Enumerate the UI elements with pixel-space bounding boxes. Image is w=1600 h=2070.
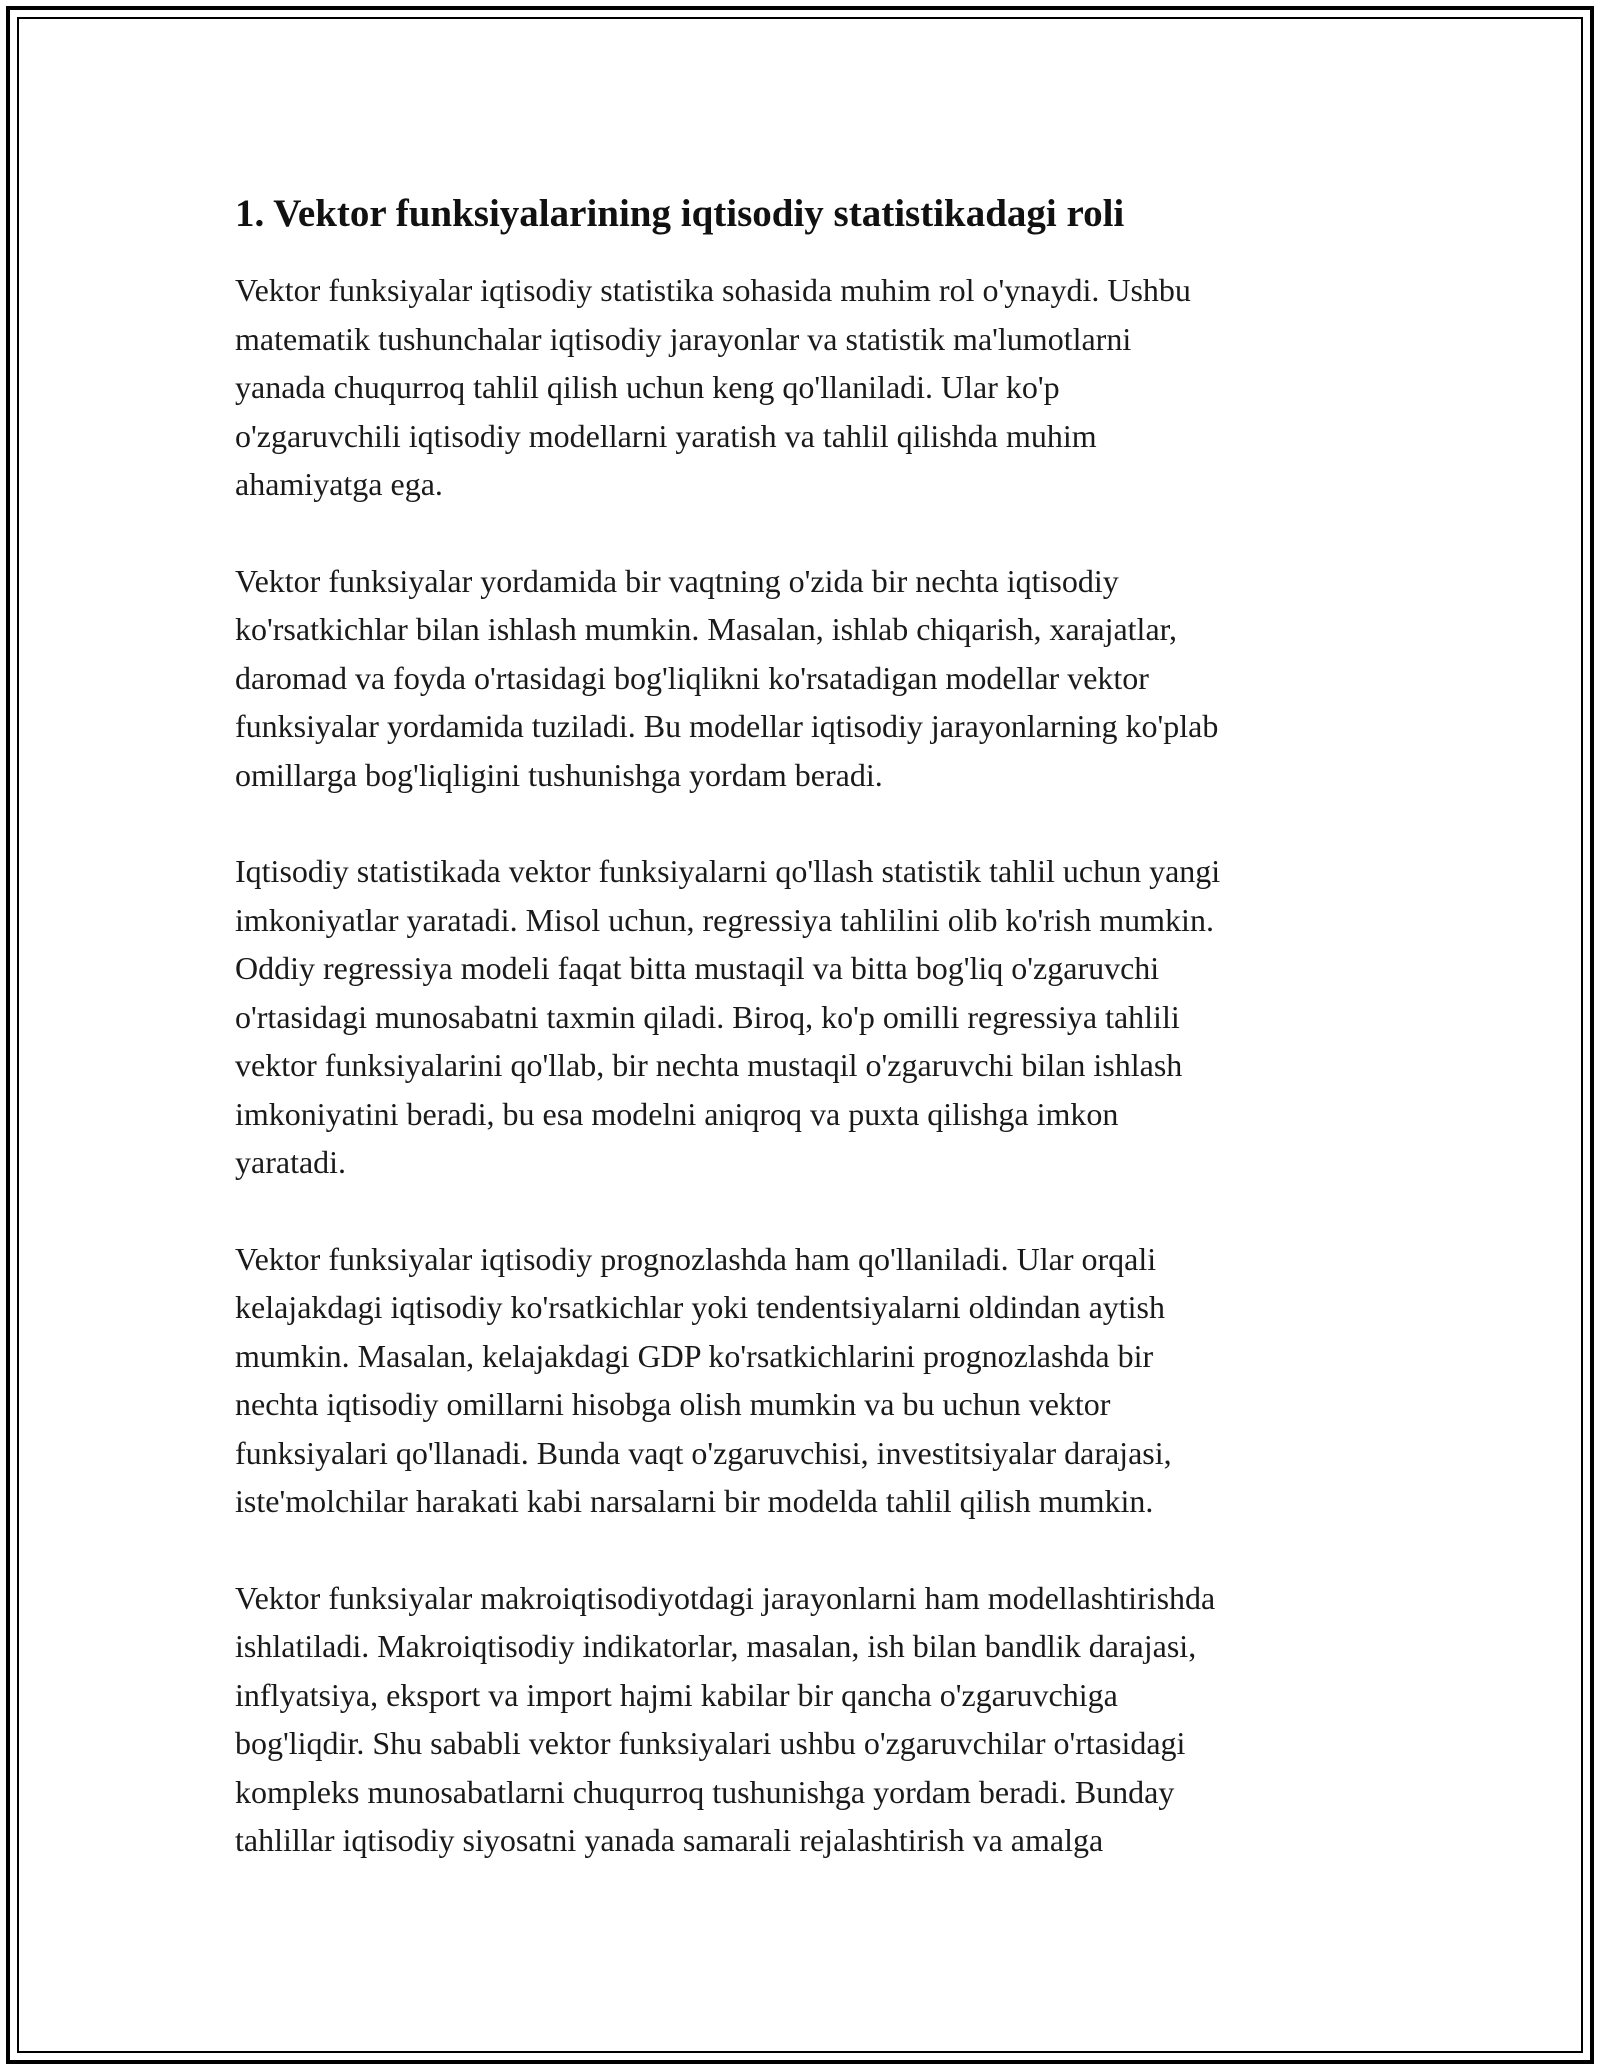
document-body bbox=[235, 186, 1385, 1913]
paragraph-line: kompleks munosabatlarni chuqurroq tushunishga yordam beradi. Bunday bbox=[235, 1773, 1175, 1810]
paragraph-line: o'zgaruvchili iqtisodiy modellarni yaratish va tahlil qilishda muhim bbox=[235, 417, 1097, 454]
paragraph-line: iste'molchilar harakati kabi narsalarni bir modelda tahlil qilish mumkin. bbox=[235, 1483, 1154, 1519]
paragraph-line: inflyatsiya, eksport va import hajmi kabilar bir qancha o'zgaruvchiga bbox=[235, 1676, 1118, 1713]
paragraph bbox=[235, 557, 1385, 800]
paragraph-line: Oddiy regressiya modeli faqat bitta mustaqil va bitta bog'liq o'zgaruvchi bbox=[235, 950, 1160, 986]
paragraph-line: Iqtisodiy statistikada vektor funksiyalarni qo'llash statistik tahlil uchun yangi bbox=[235, 853, 1221, 889]
paragraph-line: imkoniyatlar yaratadi. Misol uchun, regressiya tahlilini olib ko'rish mumkin. bbox=[235, 901, 1214, 938]
paragraph-line: kelajakdagi iqtisodiy ko'rsatkichlar yoki tendentsiyalarni oldindan aytish bbox=[235, 1289, 1165, 1325]
paragraph-line: mumkin. Masalan, kelajakdagi GDP ko'rsatkichlarini prognozlashda bir bbox=[235, 1337, 1154, 1374]
paragraph-line: Vektor funksiyalar makroiqtisodiyotdagi jarayonlarni ham modellashtirishda bbox=[235, 1579, 1216, 1616]
paragraph-line: bog'liqdir. Shu sababli vektor funksiyalari ushbu o'zgaruvchilar o'rtasidagi bbox=[235, 1725, 1186, 1761]
paragraph-line: tahlillar iqtisodiy siyosatni yanada samarali rejalashtirish va amalga bbox=[235, 1822, 1104, 1858]
paragraph-line: yaratadi. bbox=[235, 1144, 347, 1180]
paragraph-line: daromad va foyda o'rtasidagi bog'liqlikni ko'rsatadigan modellar vektor bbox=[235, 659, 1149, 696]
paragraph-line: omillarga bog'liqligini tushunishga yordam beradi. bbox=[235, 756, 883, 793]
paragraph-line: yanada chuqurroq tahlil qilish uchun keng qo'llaniladi. Ular ko'p bbox=[235, 369, 1060, 405]
section-heading: 1. Vektor funksiyalarining iqtisodiy statistikadagi roli bbox=[235, 192, 1125, 235]
paragraph bbox=[235, 847, 1385, 1187]
paragraph-line: o'rtasidagi munosabatni taxmin qiladi. Biroq, ko'p omilli regressiya tahlili bbox=[235, 998, 1180, 1035]
paragraph-line: ahamiyatga ega. bbox=[235, 466, 443, 502]
paragraph-line: ishlatiladi. Makroiqtisodiy indikatorlar, masalan, ish bilan bandlik darajasi, bbox=[235, 1628, 1197, 1664]
paragraph-line: vektor funksiyalarini qo'llab, bir nechta mustaqil o'zgaruvchi bilan ishlash bbox=[235, 1047, 1183, 1083]
paragraph-line: matematik tushunchalar iqtisodiy jarayonlar va statistik ma'lumotlarni bbox=[235, 320, 1132, 357]
paragraph-list bbox=[235, 266, 1385, 1865]
paragraph bbox=[235, 1574, 1385, 1865]
paragraph-line: Vektor funksiyalar iqtisodiy statistika sohasida muhim rol o'ynaydi. Ushbu bbox=[235, 272, 1191, 308]
paragraph bbox=[235, 266, 1385, 509]
paragraph-line: ko'rsatkichlar bilan ishlash mumkin. Masalan, ishlab chiqarish, xarajatlar, bbox=[235, 611, 1178, 647]
paragraph-line: imkoniyatini beradi, bu esa modelni aniqroq va puxta qilishga imkon bbox=[235, 1095, 1119, 1132]
paragraph-line: Vektor funksiyalar iqtisodiy prognozlashda ham qo'llaniladi. Ular orqali bbox=[235, 1240, 1157, 1277]
paragraph bbox=[235, 1235, 1385, 1526]
paragraph-line: nechta iqtisodiy omillarni hisobga olish mumkin va bu uchun vektor bbox=[235, 1386, 1111, 1422]
paragraph-line: Vektor funksiyalar yordamida bir vaqtning o'zida bir nechta iqtisodiy bbox=[235, 562, 1119, 599]
paragraph-line: funksiyalari qo'llanadi. Bunda vaqt o'zgaruvchisi, investitsiyalar darajasi, bbox=[235, 1434, 1172, 1471]
paragraph-line: funksiyalar yordamida tuziladi. Bu modellar iqtisodiy jarayonlarning ko'plab bbox=[235, 708, 1219, 744]
